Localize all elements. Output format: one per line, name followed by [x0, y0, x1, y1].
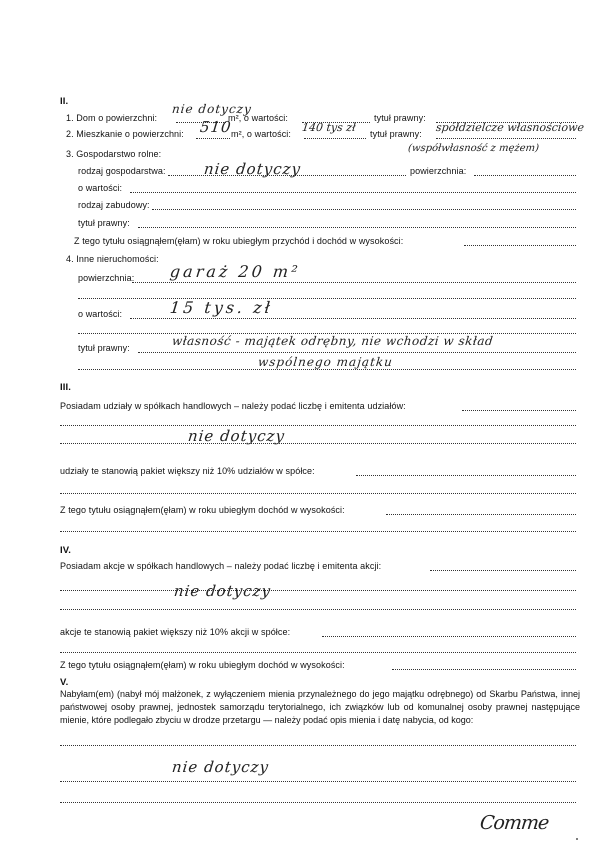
nabycie-line-3	[60, 802, 576, 803]
inne-tytul-line-2	[78, 369, 576, 370]
mieszkanie-title-label: tytuł prawny:	[370, 129, 422, 139]
inne-tytul-line	[138, 352, 576, 353]
akcje-line-1	[430, 570, 576, 571]
udzialy-line-1	[462, 410, 576, 411]
udzialy-pakiet-line-2	[60, 493, 576, 494]
inne-pow-label: powierzchnia:	[78, 273, 135, 283]
gospodarstwo-tytul-line	[138, 227, 576, 228]
gospodarstwo-przychod-line	[464, 245, 576, 246]
inne-pow-line	[132, 282, 576, 283]
akcje-dochod-label: Z tego tytułu osiągnąłem(ęłam) w roku ubiegłym dochód w wysokości:	[60, 660, 345, 670]
akcje-handwritten: nie dotyczy	[173, 582, 272, 600]
udzialy-line-2	[60, 425, 576, 426]
gospodarstwo-zabudowy-label: rodzaj zabudowy:	[78, 200, 150, 210]
section-3-heading: III.	[60, 382, 71, 393]
akcje-pakiet-line	[322, 636, 576, 637]
udzialy-line-3	[60, 443, 576, 444]
dom-area-handwritten: nie dotyczy	[171, 102, 253, 116]
udzialy-dochod-line	[386, 514, 576, 515]
akcje-dochod-line	[392, 669, 576, 670]
gospodarstwo-tytul-label: tytuł prawny:	[78, 218, 130, 228]
udzialy-pakiet-label: udziały te stanowią pakiet większy niż 10% udziałów w spółce:	[60, 466, 315, 476]
mieszkanie-title-line	[436, 138, 576, 139]
akcje-pakiet-label: akcje te stanowią pakiet większy niż 10% akcji w spółce:	[60, 627, 291, 637]
signature: Comme	[478, 812, 550, 834]
udzialy-handwritten: nie dotyczy	[187, 427, 286, 445]
dom-value-label: m², o wartości:	[228, 113, 289, 123]
mieszkanie-title-note-handwritten: (współwłasność z mężem)	[407, 143, 540, 154]
inne-pow-line-2	[78, 298, 576, 299]
inne-wartosc-label: o wartości:	[78, 309, 123, 319]
udzialy-label: Posiadam udziały w spółkach handlowych – należy podać liczbę i emitenta udziałów:	[60, 401, 406, 411]
nabycie-line-1	[60, 745, 576, 746]
inne-tytul-label: tytuł prawny:	[78, 343, 130, 353]
dom-title-label: tytuł prawny:	[374, 113, 426, 123]
gospodarstwo-pow-line	[474, 175, 576, 176]
section-4-heading: IV.	[60, 545, 72, 556]
section-2-heading: II.	[60, 96, 69, 107]
akcje-line-2	[60, 590, 576, 591]
gospodarstwo-rodzaj-handwritten: nie dotyczy	[203, 160, 302, 178]
inne-wartosc-line	[130, 318, 576, 319]
gospodarstwo-przychod-label: Z tego tytułu osiągnąłem(ęłam) w roku ubiegłym przychód i dochód w wysokości:	[74, 236, 404, 246]
mieszkanie-area-line	[196, 138, 230, 139]
inne-label: 4. Inne nieruchomości:	[66, 254, 159, 264]
akcje-pakiet-line-2	[60, 652, 576, 653]
inne-tytul-handwritten-2: wspólnego majątku	[257, 355, 394, 369]
mieszkanie-title-handwritten: spółdzielcze własnościowe	[435, 121, 585, 134]
nabycie-line-2	[60, 781, 576, 782]
udzialy-dochod-line-2	[60, 531, 576, 532]
inne-tytul-handwritten-1: własność - majątek odrębny, nie wchodzi w skład	[171, 334, 494, 348]
mieszkanie-area-handwritten: 510	[199, 118, 233, 136]
page-mark	[576, 838, 578, 840]
section-5-paragraph: Nabyłam(em) (nabył mój małżonek, z wyłączeniem mienia przynależnego do jego majątku odrębnego) od Skarbu Państwa, innej państwowej osoby prawnej, jednostek samorządu terytorialnego, ich związków lub od komunalnej osoby prawnej następujące mienie, które podlegało zbyciu w drodze przetargu — należy podać opis mienia i datę nabycia, od kogo:	[60, 689, 580, 725]
inne-pow-handwritten: garaż 20 m²	[169, 262, 302, 281]
mieszkanie-value-handwritten: 140 tys zł	[301, 121, 357, 134]
mieszkanie-value-line	[304, 138, 366, 139]
gospodarstwo-zabudowy-line	[152, 209, 576, 210]
gospodarstwo-rodzaj-label: rodzaj gospodarstwa:	[78, 166, 166, 176]
inne-wartosc-handwritten: 15 tys. zł	[169, 298, 274, 317]
dom-label: 1. Dom o powierzchni:	[66, 113, 158, 123]
mieszkanie-label: 2. Mieszkanie o powierzchni:	[66, 129, 184, 139]
mieszkanie-value-label: m², o wartości:	[231, 129, 292, 139]
udzialy-dochod-label: Z tego tytułu osiągnąłem(ęłam) w roku ubiegłym dochód w wysokości:	[60, 505, 345, 515]
gospodarstwo-wartosc-label: o wartości:	[78, 183, 123, 193]
akcje-line-3	[60, 609, 576, 610]
akcje-label: Posiadam akcje w spółkach handlowych – należy podać liczbę i emitenta akcji:	[60, 561, 382, 571]
section-5-heading: V.	[60, 677, 69, 688]
gospodarstwo-label: 3. Gospodarstwo rolne:	[66, 149, 162, 159]
udzialy-pakiet-line	[356, 475, 576, 476]
nabycie-handwritten: nie dotyczy	[171, 758, 270, 776]
gospodarstwo-pow-label: powierzchnia:	[410, 166, 467, 176]
gospodarstwo-wartosc-line	[130, 192, 576, 193]
